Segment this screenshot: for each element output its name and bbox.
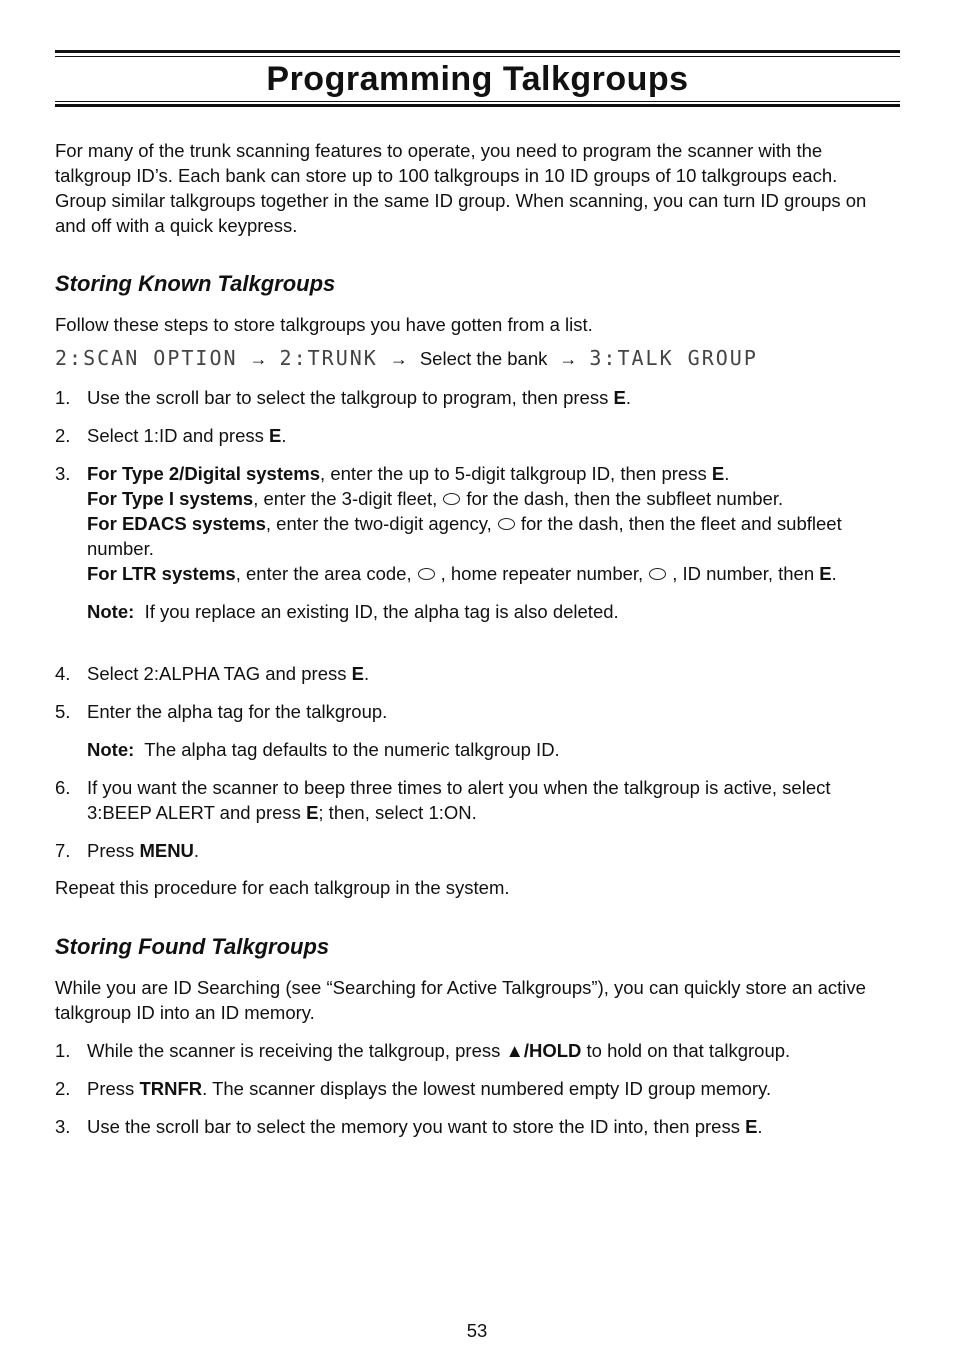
step-text: Select 1:ID and press <box>87 425 270 446</box>
key-label: E <box>269 425 282 446</box>
page-number: 53 <box>466 1320 488 1341</box>
step-text: ; then, select 1:ON. <box>318 802 477 823</box>
note-text: The alpha tag defaults to the numeric talkgroup ID. <box>144 739 560 760</box>
key-label: E <box>711 463 725 484</box>
step-text: Use the scroll bar to select the talkgroup to program, then press <box>87 387 614 408</box>
found-step-1 <box>55 1038 885 1063</box>
known-step-4 <box>55 661 885 686</box>
step-number: 1. <box>55 387 71 408</box>
key-label: E <box>351 663 364 684</box>
step-text: , home repeater number, <box>440 563 644 584</box>
step-text: for the dash, then the fleet and subfleet number. <box>87 513 842 559</box>
step-text: , enter the area code, <box>235 563 412 584</box>
step-number: 2. <box>55 1078 71 1099</box>
arrow-icon: → <box>249 349 268 369</box>
bottom-thin-rule <box>55 101 900 102</box>
step-text: . <box>757 1116 763 1137</box>
step-text: , enter the two-digit agency, <box>265 513 492 534</box>
step-text: . <box>193 840 200 861</box>
step-text: to hold on that talkgroup. <box>581 1040 791 1061</box>
note-label: Note: <box>87 601 135 622</box>
system-label: For Type I systems <box>87 488 254 509</box>
known-step-3 <box>55 461 885 624</box>
dot-key-icon <box>649 568 666 580</box>
key-label: E <box>745 1116 758 1137</box>
type1-line <box>87 486 885 511</box>
edacs-line <box>87 511 885 561</box>
step-number: 4. <box>55 663 71 684</box>
step-text: , ID number, then <box>672 563 820 584</box>
step-text: . <box>831 563 837 584</box>
intro-paragraph: For many of the trunk scanning features to operate, you need to program the scanner with the talkgroup ID’s. Each bank can store up to 100 talkgroups in 10 ID groups of 10 talkgroups each. Group similar talkgroups together in the same ID group. When scanning, you can turn ID groups on and off with a quick keypress. <box>55 140 867 236</box>
page-title: Programming Talkgroups <box>266 60 689 98</box>
dot-key-icon <box>498 518 515 530</box>
dot-key-icon <box>443 493 460 505</box>
step-text: Select 2:ALPHA TAG and press <box>87 663 352 684</box>
path-text: Select the bank <box>419 348 548 369</box>
found-lead: While you are ID Searching (see “Searching for Active Talkgroups”), you can quickly store an active talkgroup ID into an ID memory. <box>55 977 866 1023</box>
step-number: 7. <box>55 840 71 861</box>
step-number: 3. <box>55 463 71 484</box>
lcd-trunk: 2:TRUNK <box>279 346 378 370</box>
note <box>87 737 885 762</box>
lcd-scan-option: 2:SCAN OPTION <box>55 346 238 370</box>
bottom-rule <box>55 104 900 107</box>
top-rule <box>55 50 900 53</box>
repeat-paragraph: Repeat this procedure for each talkgroup in the system. <box>55 877 510 898</box>
known-step-2 <box>55 423 885 448</box>
step-text: Use the scroll bar to select the memory you want to store the ID into, then press <box>87 1116 746 1137</box>
key-label: ▲/HOLD <box>505 1040 582 1061</box>
known-lead: Follow these steps to store talkgroups you have gotten from a list. <box>55 314 593 335</box>
step-number: 5. <box>55 701 71 722</box>
key-label: TRNFR <box>139 1078 203 1099</box>
step-text: . <box>281 425 287 446</box>
found-heading: Storing Found Talkgroups <box>55 934 330 959</box>
note <box>87 599 885 624</box>
system-label: For EDACS systems <box>87 513 266 534</box>
step-text: If you want the scanner to beep three times to alert you when the talkgroup is active, select 3:BEEP ALERT and press <box>87 777 831 823</box>
step-text: . The scanner displays the lowest numbered empty ID group memory. <box>202 1078 772 1099</box>
step-text: , enter the 3-digit fleet, <box>253 488 438 509</box>
found-step-2 <box>55 1076 885 1101</box>
step-text: While the scanner is receiving the talkgroup, press <box>87 1040 506 1061</box>
found-step-3 <box>55 1114 885 1139</box>
step-text: for the dash, then the subfleet number. <box>466 488 784 509</box>
step-number: 6. <box>55 777 71 798</box>
step-text: Enter the alpha tag for the talkgroup. <box>87 701 388 722</box>
note-text: If you replace an existing ID, the alpha tag is also deleted. <box>144 601 619 622</box>
step-text: . <box>724 463 730 484</box>
known-step-5 <box>55 699 885 762</box>
step-number: 3. <box>55 1116 71 1137</box>
key-label: E <box>613 387 626 408</box>
type2-line <box>87 461 885 486</box>
key-label: E <box>306 802 319 823</box>
lcd-talk-group: 3:TALK GROUP <box>589 346 758 370</box>
step-text: Press <box>87 840 140 861</box>
key-label: E <box>819 563 832 584</box>
key-label: MENU <box>139 840 194 861</box>
step-text: . <box>625 387 631 408</box>
system-label: For Type 2/Digital systems <box>87 463 321 484</box>
known-step-1 <box>55 385 885 410</box>
step-number: 1. <box>55 1040 71 1061</box>
menu-path <box>55 344 885 373</box>
step-number: 2. <box>55 425 71 446</box>
step-text: . <box>363 663 370 684</box>
note-label: Note: <box>87 739 135 760</box>
known-step-6 <box>55 775 885 825</box>
ltr-line <box>87 561 885 586</box>
arrow-icon: → <box>559 349 578 369</box>
arrow-icon: → <box>389 349 408 369</box>
title-block <box>55 50 900 107</box>
known-heading: Storing Known Talkgroups <box>55 271 336 296</box>
system-label: For LTR systems <box>87 563 236 584</box>
step-text: , enter the up to 5-digit talkgroup ID, then press <box>320 463 712 484</box>
step-text: Press <box>87 1078 140 1099</box>
known-step-7 <box>55 838 885 863</box>
dot-key-icon <box>418 568 435 580</box>
